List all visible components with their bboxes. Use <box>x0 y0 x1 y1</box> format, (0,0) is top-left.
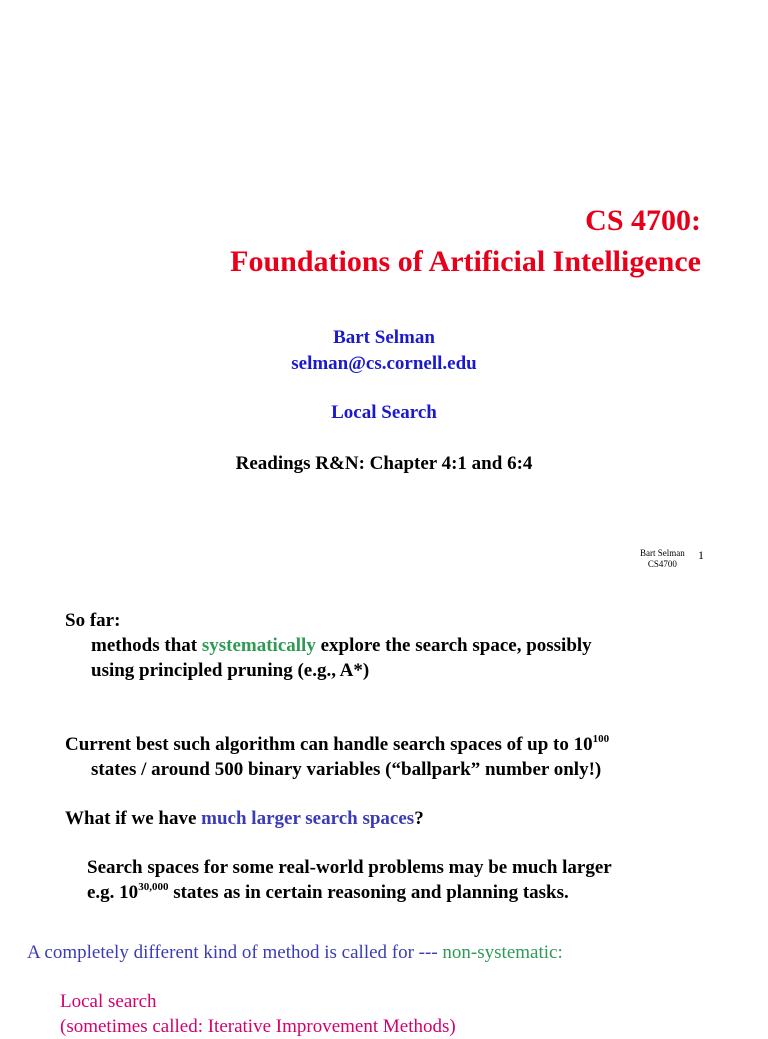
so-far-heading: So far: <box>65 610 121 631</box>
current-best-line-2: states / around 500 binary variables (“ballpark” number only!) <box>91 759 602 780</box>
search-spaces-line-1: Search spaces for some real-world problems may be much larger <box>87 857 612 878</box>
author-email: selman@cs.cornell.edu <box>291 353 477 374</box>
search-exponent: 30,000 <box>138 881 169 893</box>
search-post: states as in certain reasoning and planning tasks. <box>168 882 569 903</box>
systematically-highlight: systematically <box>201 635 316 656</box>
what-if-line <box>65 807 424 831</box>
course-code-title: CS 4700: <box>585 204 701 237</box>
search-spaces-line-2 <box>87 881 569 905</box>
larger-spaces-highlight: much larger search spaces <box>201 808 415 829</box>
footer-course: CS4700 <box>647 559 677 569</box>
readings-line: Readings R&N: Chapter 4:1 and 6:4 <box>235 453 533 474</box>
local-search-label: Local search <box>60 991 157 1012</box>
slide-footer <box>640 548 685 570</box>
footer-author: Bart Selman <box>640 548 685 558</box>
lecture-topic: Local Search <box>331 402 437 423</box>
current-exponent: 100 <box>592 733 610 745</box>
non-systematic-highlight: non-systematic: <box>442 942 563 963</box>
whatif-pre: What if we have <box>65 808 202 829</box>
methods-pre: methods that <box>91 635 202 656</box>
whatif-post: ? <box>414 808 424 829</box>
course-name-title: Foundations of Artificial Intelligence <box>230 245 701 278</box>
methods-post: explore the search space, possibly <box>315 635 592 656</box>
different-method-line <box>27 941 563 965</box>
author-name: Bart Selman <box>333 327 435 348</box>
methods-line-1 <box>91 634 592 658</box>
current-pre: Current best such algorithm can handle search spaces of up to 10 <box>65 734 593 755</box>
current-best-line-1 <box>65 733 609 757</box>
different-pre: A completely different kind of method is called for --- <box>27 942 443 963</box>
sometimes-called-line: (sometimes called: Iterative Improvement Methods) <box>60 1016 456 1037</box>
methods-line-2: using principled pruning (e.g., A*) <box>91 660 370 681</box>
page-number: 1 <box>698 548 704 562</box>
search-pre: e.g. 10 <box>87 882 139 903</box>
